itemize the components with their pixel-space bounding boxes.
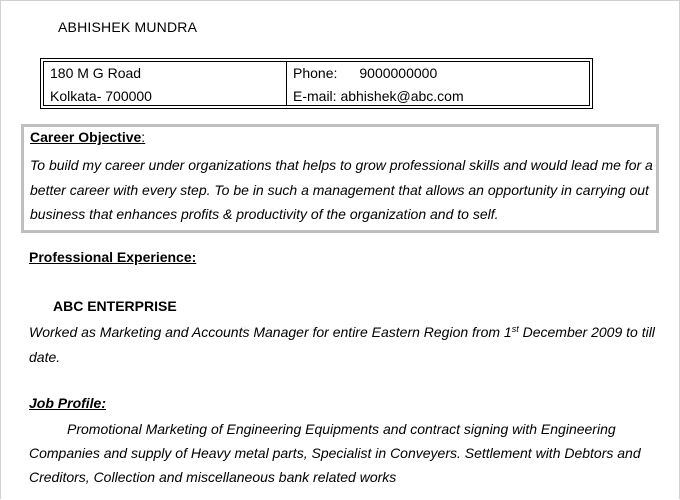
address-line-1: 180 M G Road	[50, 65, 142, 81]
career-objective-colon: :	[141, 129, 146, 145]
experience-description	[29, 320, 655, 370]
career-objective-heading	[30, 129, 145, 145]
phone-line	[293, 62, 589, 85]
job-profile-line-3: Creditors, Collection and miscellaneous bank related works	[29, 469, 397, 485]
ordinal-suffix: st	[511, 324, 519, 334]
candidate-name: ABHISHEK MUNDRA	[58, 19, 198, 35]
contact-table	[40, 58, 593, 109]
experience-line-2: date.	[29, 349, 61, 365]
address-line-2: Kolkata- 700000	[50, 88, 152, 104]
career-objective-box	[21, 124, 659, 233]
company-name: ABC ENTERPRISE	[53, 298, 177, 314]
contact-table-inner	[43, 61, 590, 106]
experience-line-1	[29, 320, 655, 345]
job-profile-line-2: Companies and supply of Heavy metal parts, Specialist in Conveyers. Settlement with Debtors and	[29, 445, 641, 461]
address-cell	[44, 62, 287, 105]
email-line: E-mail: abhishek@abc.com	[293, 88, 464, 104]
job-profile-heading: Job Profile:	[29, 395, 107, 411]
objective-line-2: better career with every step. To be in such a management that allows an opportunity in carrying out	[30, 181, 649, 198]
career-objective-text	[30, 153, 660, 227]
objective-line-3: business that enhances profits & productivity of the organization and to self.	[30, 206, 499, 222]
job-profile-text	[29, 417, 641, 489]
phone-email-cell	[287, 62, 589, 105]
objective-line-1: To build my career under organizations that helps to grow professional skills and would lead me for a	[30, 157, 653, 173]
professional-experience-heading: Professional Experience:	[29, 249, 197, 265]
job-profile-line-1: Promotional Marketing of Engineering Equipments and contract signing with Engineering	[67, 421, 616, 437]
experience-line-1-tail: December 2009 to till	[518, 324, 655, 340]
career-objective-heading-text: Career Objective	[30, 129, 142, 145]
experience-line-1-text: Worked as Marketing and Accounts Manager for entire Eastern Region from 1	[29, 324, 512, 340]
phone-label: Phone:	[293, 65, 338, 81]
phone-value: 9000000000	[359, 65, 438, 81]
